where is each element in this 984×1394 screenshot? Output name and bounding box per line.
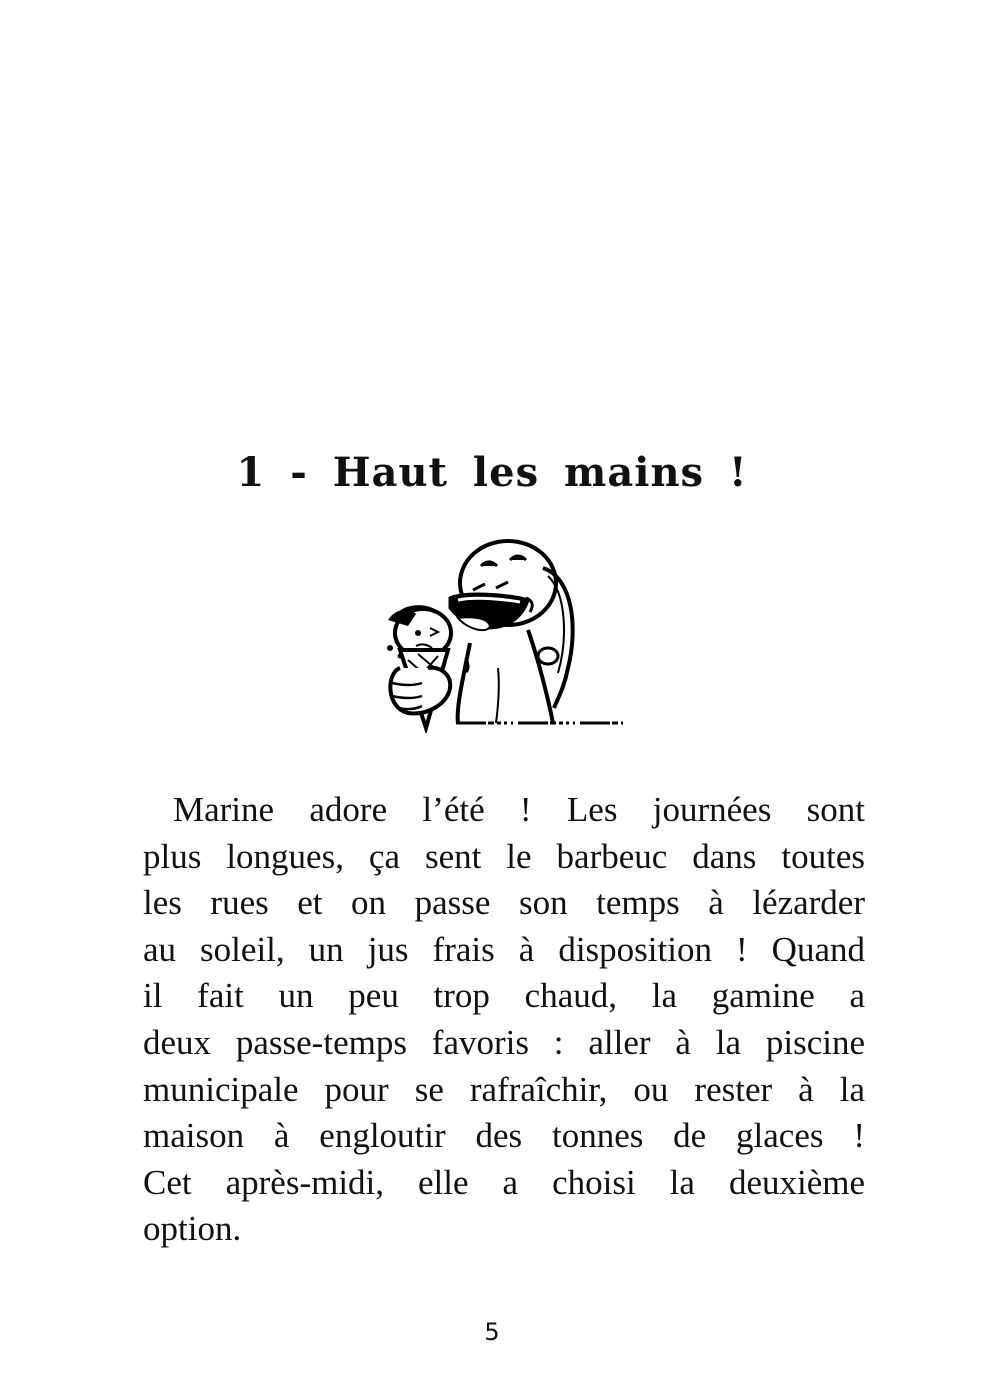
paragraph-line: au soleil, un jus frais à disposition ! Quand xyxy=(143,929,865,969)
paragraph-line: deux passe-temps favoris : aller à la piscine xyxy=(143,1022,865,1062)
cartoon-illustration-icon xyxy=(378,538,623,733)
paragraph-line: maison à engloutir des tonnes de glaces ! xyxy=(143,1116,865,1156)
chapter-body-paragraph xyxy=(143,787,865,1253)
paragraph-line: plus longues, ça sent le barbeuc dans toutes xyxy=(143,836,865,876)
paragraph-line: il fait un peu trop chaud, la gamine a xyxy=(143,976,865,1016)
chapter-title: 1 - Haut les mains ! xyxy=(236,448,748,496)
girl-eating-ice-cream-illustration xyxy=(378,538,623,733)
paragraph-line: les rues et on passe son temps à lézarder xyxy=(143,883,865,923)
paragraph-line: Cet après-midi, elle a choisi la deuxième xyxy=(143,1162,865,1202)
paragraph-line: municipale pour se rafraîchir, ou rester à la xyxy=(143,1069,865,1109)
page-number: 5 xyxy=(484,1318,500,1346)
paragraph-line: option. xyxy=(143,1209,242,1249)
paragraph-line: Marine adore l’été ! Les journées sont xyxy=(173,790,865,829)
